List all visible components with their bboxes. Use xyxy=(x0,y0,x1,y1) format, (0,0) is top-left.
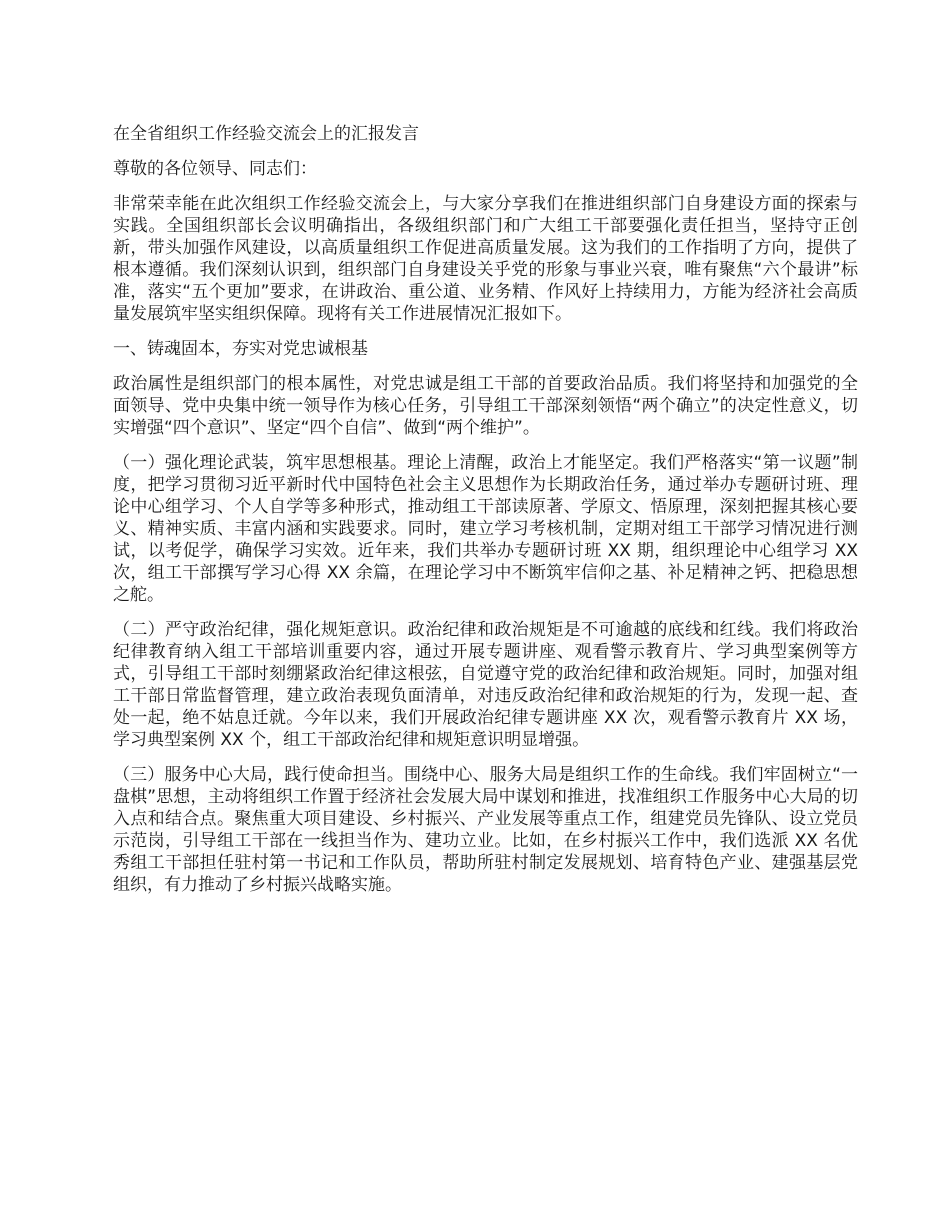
section-heading-1: 一、铸魂固本，夯实对党忠诚根基 xyxy=(113,339,368,359)
item-2-paragraph: （二）严守政治纪律，强化规矩意识。政治纪律和政治规矩是不可逾越的底线和红线。我们将政治纪律教育纳入组工干部培训重要内容，通过开展专题讲座、观看警示教育片、学习典型案例等方式，引导组工干部时刻绷紧政治纪律这根弦，自觉遵守党的政治纪律和政治规矩。同时，加强对组工干部日常监督管理，建立政治表现负面清单，对违反政治纪律和政治规矩的行为，发现一起、查处一起，绝不姑息迁就。今年以来，我们开展政治纪律专题讲座 XX 次，观看警示教育片 XX 场，学习典型案例 XX 个，组工干部政治纪律和规矩意识明显增强。 xyxy=(113,620,858,750)
section-1-intro-paragraph: 政治属性是组织部门的根本属性，对党忠诚是组工干部的首要政治品质。我们将坚持和加强党的全面领导、党中央集中统一领导作为核心任务，引导组工干部深刻领悟“两个确立”的决定性意义，切实增强“四个意识”、坚定“四个自信”、做到“两个维护”。 xyxy=(113,374,858,438)
document-page xyxy=(113,123,858,909)
salutation: 尊敬的各位领导、同志们： xyxy=(113,159,317,179)
intro-paragraph: 非常荣幸能在此次组织工作经验交流会上，与大家分享我们在推进组织部门自身建设方面的探索与实践。全国组织部长会议明确指出，各级组织部门和广大组工干部要强化责任担当，坚持守正创新，带头加强作风建设，以高质量组织工作促进高质量发展。这为我们的工作指明了方向，提供了根本遵循。我们深刻认识到，组织部门自身建设关乎党的形象与事业兴衰，唯有聚焦“六个最讲”标准，落实“五个更加”要求，在讲政治、重公道、业务精、作风好上持续用力，方能为经济社会高质量发展筑牢坚实组织保障。现将有关工作进展情况汇报如下。 xyxy=(113,194,858,324)
item-3-paragraph: （三）服务中心大局，践行使命担当。围绕中心、服务大局是组织工作的生命线。我们牢固树立“一盘棋”思想，主动将组织工作置于经济社会发展大局中谋划和推进，找准组织工作服务中心大局的切入点和结合点。聚焦重大项目建设、乡村振兴、产业发展等重点工作，组建党员先锋队、设立党员示范岗，引导组工干部在一线担当作为、建功立业。比如，在乡村振兴工作中，我们选派 XX 名优秀组工干部担任驻村第一书记和工作队员，帮助所驻村制定发展规划、培育特色产业、建强基层党组织，有力推动了乡村振兴战略实施。 xyxy=(113,765,858,895)
document-title: 在全省组织工作经验交流会上的汇报发言 xyxy=(113,124,419,144)
item-1-paragraph: （一）强化理论武装，筑牢思想根基。理论上清醒，政治上才能坚定。我们严格落实“第一议题”制度，把学习贯彻习近平新时代中国特色社会主义思想作为长期政治任务，通过举办专题研讨班、理论中心组学习、个人自学等多种形式，推动组工干部读原著、学原文、悟原理，深刻把握其核心要义、精神实质、丰富内涵和实践要求。同时，建立学习考核机制，定期对组工干部学习情况进行测试，以考促学，确保学习实效。近年来，我们共举办专题研讨班 XX 期，组织理论中心组学习 XX 次，组工干部撰写学习心得 XX 余篇，在理论学习中不断筑牢信仰之基、补足精神之钙、把稳思想之舵。 xyxy=(113,453,858,605)
